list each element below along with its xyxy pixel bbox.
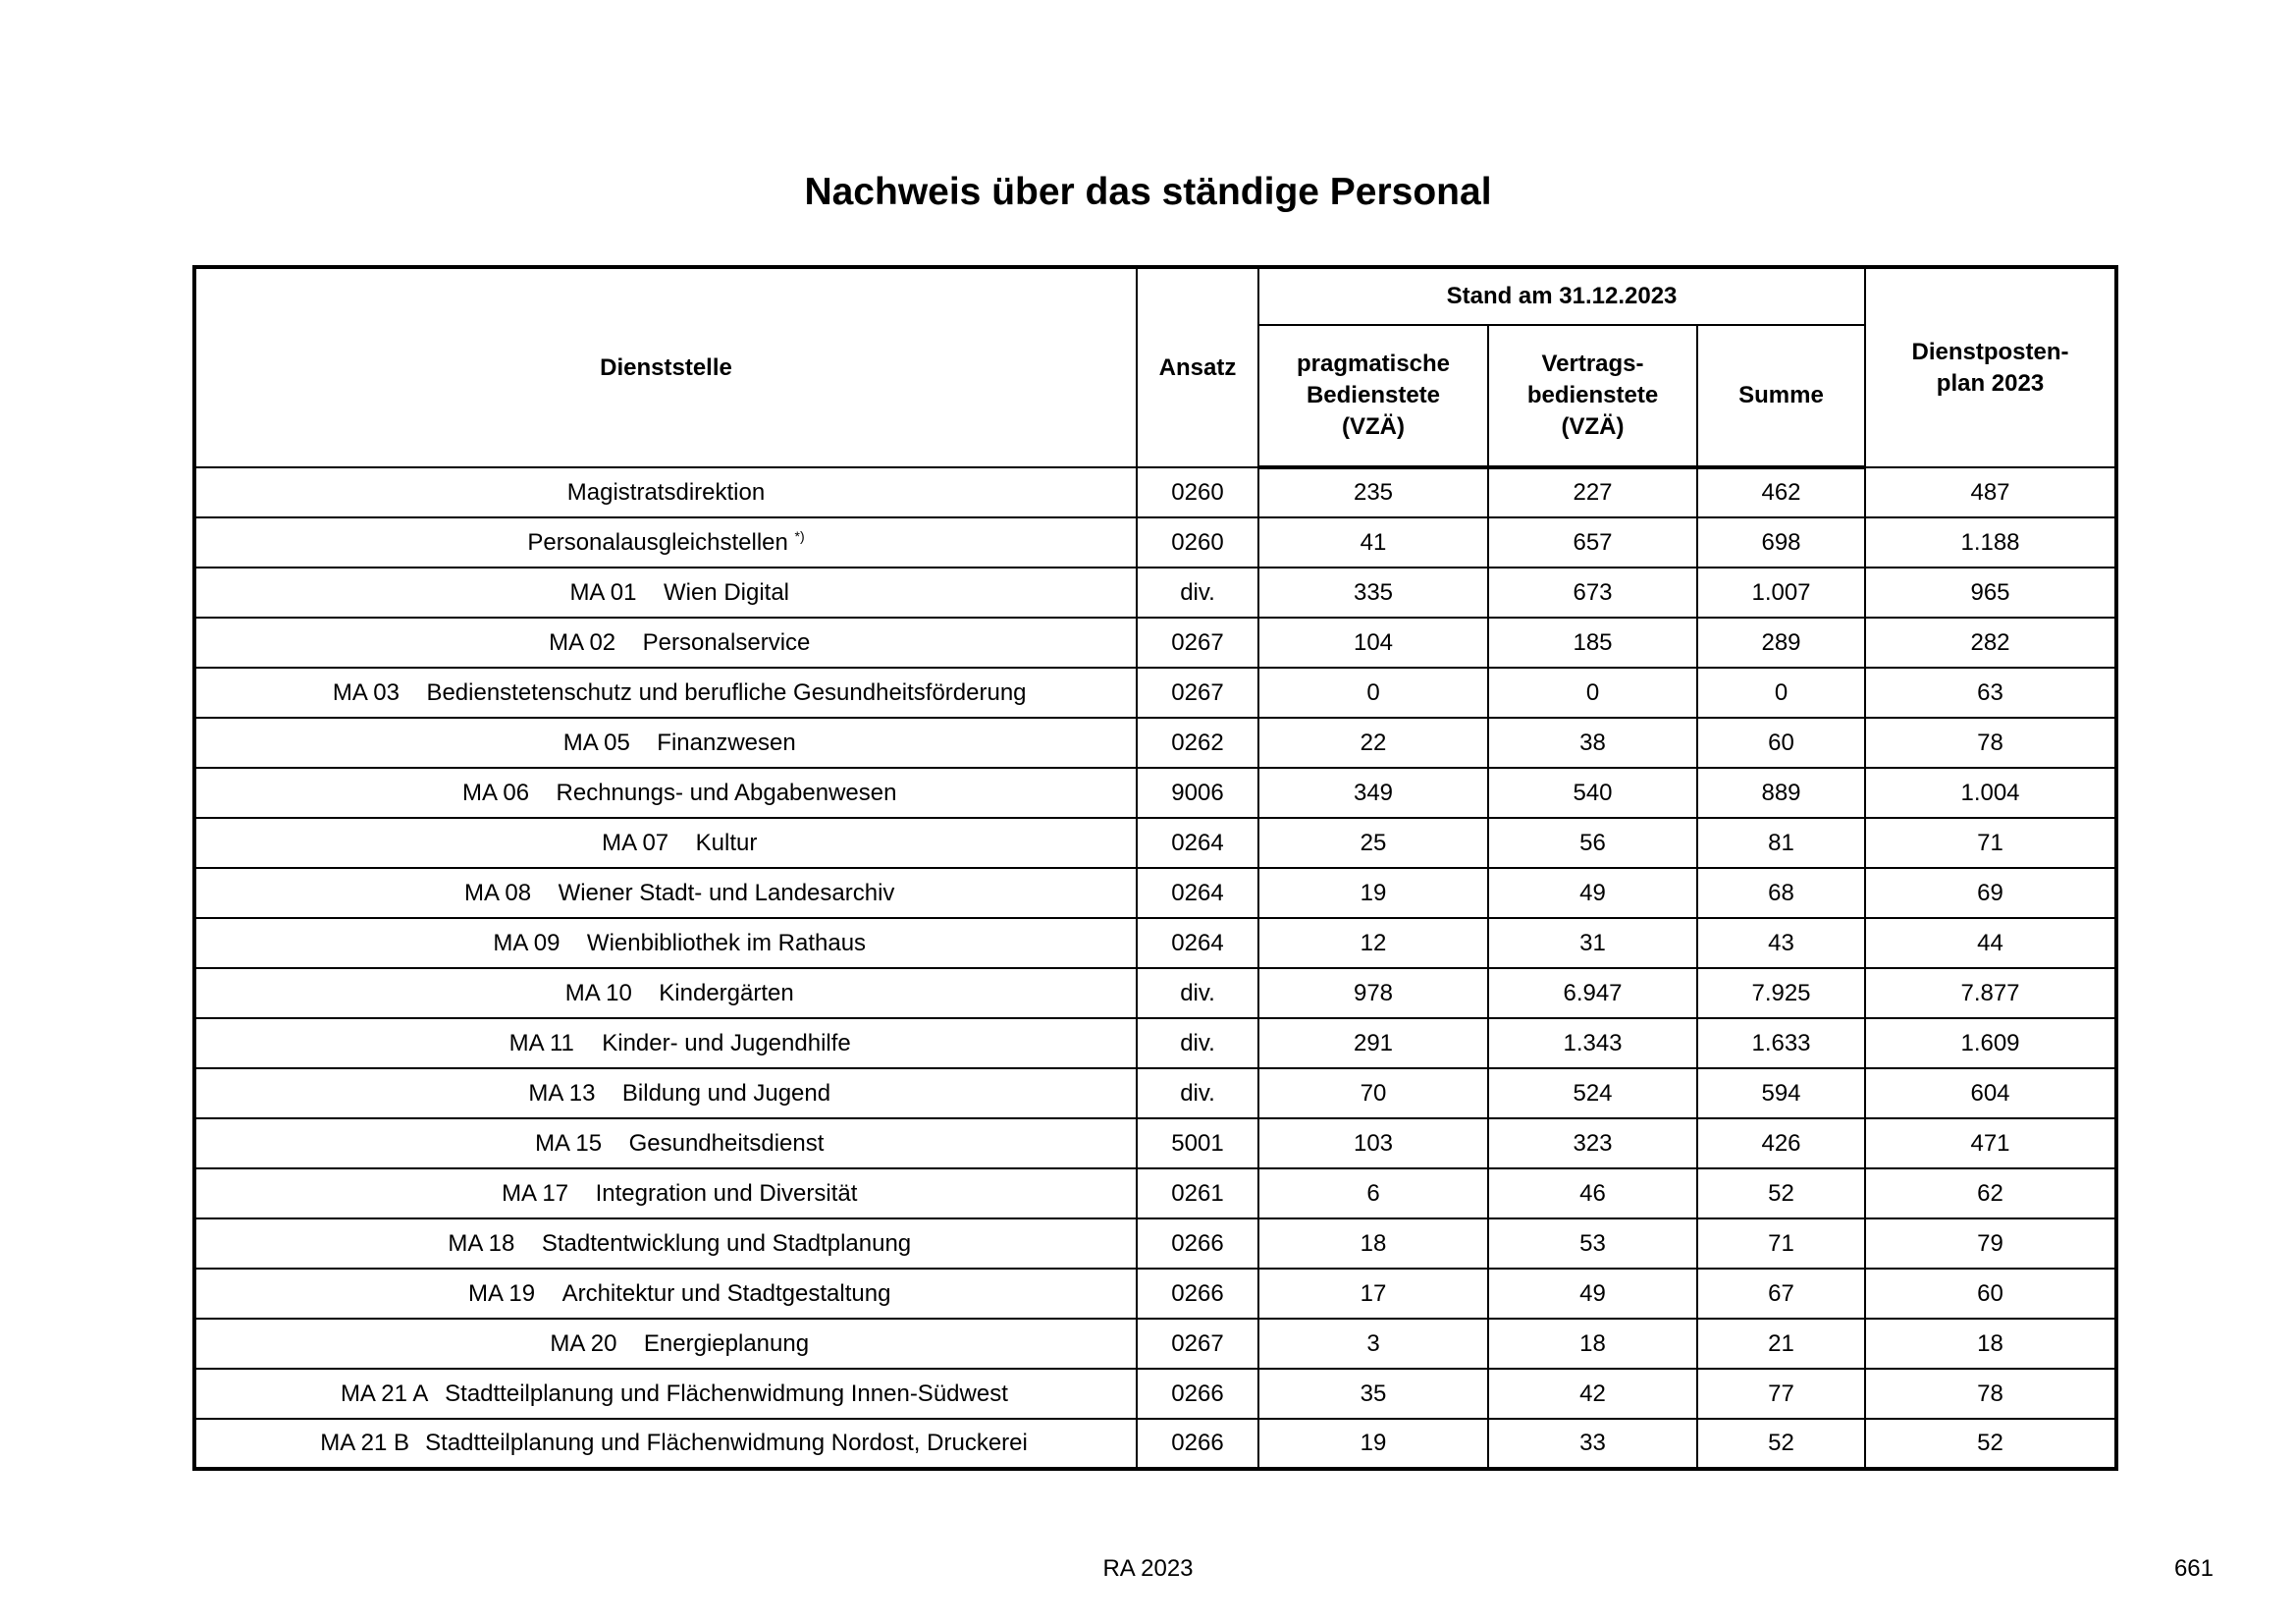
cell-pragmatische: 235 [1258, 467, 1488, 517]
cell-vertragsbedienstete: 524 [1488, 1068, 1697, 1118]
cell-dienstpostenplan: 52 [1865, 1419, 2116, 1469]
ma-code: MA 19 [468, 1279, 536, 1307]
dienststelle-name: Architektur und Stadtgestaltung [561, 1279, 891, 1307]
cell-dienstpostenplan: 487 [1865, 467, 2116, 517]
cell-pragmatische: 0 [1258, 668, 1488, 718]
table-row [194, 1218, 2116, 1269]
cell-summe: 594 [1697, 1068, 1865, 1118]
cell-dienstpostenplan: 79 [1865, 1218, 2116, 1269]
cell-pragmatische: 25 [1258, 818, 1488, 868]
dienststelle-name: Integration und Diversität [595, 1179, 858, 1207]
cell-dienststelle [194, 1369, 1137, 1419]
cell-ansatz: 0266 [1137, 1369, 1258, 1419]
ma-code: MA 21 B [320, 1430, 410, 1456]
dienststelle-name: Magistratsdirektion [566, 478, 766, 506]
cell-pragmatische: 6 [1258, 1168, 1488, 1218]
cell-summe: 289 [1697, 618, 1865, 668]
cell-ansatz: 0267 [1137, 1319, 1258, 1369]
cell-dienststelle [194, 668, 1137, 718]
cell-pragmatische: 18 [1258, 1218, 1488, 1269]
cell-pragmatische: 104 [1258, 618, 1488, 668]
header-vertragsbedienstete: Vertrags- bedienstete (VZÄ) [1488, 325, 1697, 467]
dienststelle-name: Kindergärten [659, 979, 794, 1006]
table-row [194, 1269, 2116, 1319]
dienststelle-name: Stadtteilplanung und Flächenwidmung Innen-Südwest [445, 1380, 1008, 1407]
header-pragmatische: pragmatische Bedienstete (VZÄ) [1258, 325, 1488, 467]
cell-dienstpostenplan: 965 [1865, 568, 2116, 618]
table-row [194, 517, 2116, 568]
dienststelle-name: Gesundheitsdienst [628, 1129, 825, 1157]
cell-summe: 67 [1697, 1269, 1865, 1319]
ma-code: MA 10 [564, 979, 632, 1006]
cell-ansatz: div. [1137, 968, 1258, 1018]
cell-pragmatische: 349 [1258, 768, 1488, 818]
cell-pragmatische: 19 [1258, 1419, 1488, 1469]
cell-summe: 77 [1697, 1369, 1865, 1419]
cell-dienstpostenplan: 78 [1865, 718, 2116, 768]
cell-dienstpostenplan: 69 [1865, 868, 2116, 918]
cell-dienststelle [194, 818, 1137, 868]
dienststelle-name: Bedienstetenschutz und berufliche Gesundheitsförderung [426, 678, 1027, 706]
cell-ansatz: 0264 [1137, 868, 1258, 918]
cell-vertragsbedienstete: 49 [1488, 1269, 1697, 1319]
cell-summe: 0 [1697, 668, 1865, 718]
cell-dienststelle [194, 918, 1137, 968]
ma-code: MA 11 [508, 1029, 574, 1056]
cell-ansatz: 5001 [1137, 1118, 1258, 1168]
table-row [194, 718, 2116, 768]
page-number: 661 [2173, 1555, 2214, 1582]
header-ansatz: Ansatz [1137, 267, 1258, 467]
ma-code: MA 18 [448, 1229, 515, 1257]
cell-vertragsbedienstete: 33 [1488, 1419, 1697, 1469]
table-row [194, 467, 2116, 517]
cell-vertragsbedienstete: 31 [1488, 918, 1697, 968]
cell-vertragsbedienstete: 6.947 [1488, 968, 1697, 1018]
dienststelle-name: Rechnungs- und Abgabenwesen [556, 779, 897, 806]
cell-ansatz: 0260 [1137, 467, 1258, 517]
cell-pragmatische: 41 [1258, 517, 1488, 568]
cell-summe: 52 [1697, 1419, 1865, 1469]
table-row [194, 968, 2116, 1018]
footnote-marker: *) [794, 527, 805, 544]
cell-summe: 1.007 [1697, 568, 1865, 618]
cell-dienstpostenplan: 78 [1865, 1369, 2116, 1419]
cell-vertragsbedienstete: 53 [1488, 1218, 1697, 1269]
cell-summe: 71 [1697, 1218, 1865, 1269]
ma-code: MA 13 [528, 1079, 596, 1107]
cell-summe: 698 [1697, 517, 1865, 568]
cell-vertragsbedienstete: 46 [1488, 1168, 1697, 1218]
cell-dienststelle [194, 968, 1137, 1018]
ma-code: MA 15 [535, 1129, 603, 1157]
table-row [194, 1118, 2116, 1168]
cell-vertragsbedienstete: 185 [1488, 618, 1697, 668]
cell-summe: 7.925 [1697, 968, 1865, 1018]
cell-summe: 426 [1697, 1118, 1865, 1168]
cell-dienststelle [194, 1068, 1137, 1118]
cell-ansatz: 0266 [1137, 1419, 1258, 1469]
dienststelle-name: Kultur [695, 829, 758, 856]
cell-dienstpostenplan: 1.609 [1865, 1018, 2116, 1068]
header-dienststelle: Dienststelle [194, 267, 1137, 467]
ma-code: MA 21 A [340, 1380, 429, 1407]
dienststelle-name: Wien Digital [663, 578, 790, 606]
table-row [194, 868, 2116, 918]
cell-dienststelle [194, 1319, 1137, 1369]
table-body [194, 467, 2116, 1469]
dienststelle-name: Wienbibliothek im Rathaus [586, 929, 867, 956]
cell-dienstpostenplan: 7.877 [1865, 968, 2116, 1018]
cell-ansatz: 0264 [1137, 918, 1258, 968]
cell-dienstpostenplan: 282 [1865, 618, 2116, 668]
ma-code: MA 07 [602, 829, 669, 856]
ma-code: MA 05 [562, 729, 630, 756]
cell-vertragsbedienstete: 42 [1488, 1369, 1697, 1419]
dienststelle-name: Personalausgleichstellen [527, 528, 788, 556]
cell-dienststelle [194, 1218, 1137, 1269]
table-row [194, 1168, 2116, 1218]
cell-vertragsbedienstete: 1.343 [1488, 1018, 1697, 1068]
cell-pragmatische: 335 [1258, 568, 1488, 618]
table-row [194, 818, 2116, 868]
cell-dienststelle [194, 868, 1137, 918]
cell-summe: 81 [1697, 818, 1865, 868]
cell-dienststelle [194, 1118, 1137, 1168]
ma-code: MA 20 [550, 1329, 617, 1357]
table-row [194, 918, 2116, 968]
cell-summe: 889 [1697, 768, 1865, 818]
cell-dienstpostenplan: 71 [1865, 818, 2116, 868]
table-row [194, 1319, 2116, 1369]
cell-summe: 462 [1697, 467, 1865, 517]
dienststelle-name: Finanzwesen [657, 729, 796, 756]
dienststelle-name: Personalservice [642, 628, 811, 656]
cell-dienstpostenplan: 62 [1865, 1168, 2116, 1218]
dienststelle-name: Bildung und Jugend [621, 1079, 831, 1107]
cell-ansatz: 0262 [1137, 718, 1258, 768]
table-row [194, 1018, 2116, 1068]
cell-ansatz: div. [1137, 568, 1258, 618]
cell-vertragsbedienstete: 56 [1488, 818, 1697, 868]
table-row [194, 618, 2116, 668]
cell-dienststelle [194, 517, 1137, 568]
cell-pragmatische: 978 [1258, 968, 1488, 1018]
cell-summe: 52 [1697, 1168, 1865, 1218]
cell-dienstpostenplan: 604 [1865, 1068, 2116, 1118]
cell-vertragsbedienstete: 323 [1488, 1118, 1697, 1168]
footer-report-label: RA 2023 [1102, 1555, 1194, 1582]
dienststelle-name: Energieplanung [643, 1329, 810, 1357]
table-row [194, 568, 2116, 618]
cell-ansatz: 0266 [1137, 1269, 1258, 1319]
ma-code: MA 17 [502, 1179, 569, 1207]
page-title: Nachweis über das ständige Personal [804, 171, 1492, 213]
dienststelle-name: Kinder- und Jugendhilfe [602, 1029, 851, 1056]
ma-code: MA 01 [569, 578, 637, 606]
cell-summe: 68 [1697, 868, 1865, 918]
cell-ansatz: div. [1137, 1018, 1258, 1068]
cell-vertragsbedienstete: 49 [1488, 868, 1697, 918]
ma-code: MA 03 [332, 678, 400, 706]
header-stand-group: Stand am 31.12.2023 [1258, 267, 1865, 325]
ma-code: MA 02 [549, 628, 616, 656]
cell-pragmatische: 19 [1258, 868, 1488, 918]
cell-ansatz: 0261 [1137, 1168, 1258, 1218]
cell-ansatz: 0267 [1137, 668, 1258, 718]
cell-dienststelle [194, 1018, 1137, 1068]
cell-ansatz: div. [1137, 1068, 1258, 1118]
cell-dienststelle [194, 768, 1137, 818]
cell-dienststelle [194, 568, 1137, 618]
cell-dienstpostenplan: 18 [1865, 1319, 2116, 1369]
table-row [194, 668, 2116, 718]
cell-summe: 1.633 [1697, 1018, 1865, 1068]
header-dienstpostenplan: Dienstposten- plan 2023 [1865, 267, 2116, 467]
cell-dienststelle [194, 1419, 1137, 1469]
cell-dienstpostenplan: 471 [1865, 1118, 2116, 1168]
cell-dienstpostenplan: 1.004 [1865, 768, 2116, 818]
cell-pragmatische: 291 [1258, 1018, 1488, 1068]
cell-ansatz: 9006 [1137, 768, 1258, 818]
dienststelle-name: Stadtteilplanung und Flächenwidmung Nordost, Druckerei [425, 1430, 1028, 1456]
cell-pragmatische: 17 [1258, 1269, 1488, 1319]
cell-vertragsbedienstete: 18 [1488, 1319, 1697, 1369]
cell-vertragsbedienstete: 227 [1488, 467, 1697, 517]
cell-dienstpostenplan: 44 [1865, 918, 2116, 968]
cell-pragmatische: 3 [1258, 1319, 1488, 1369]
dienststelle-name: Stadtentwicklung und Stadtplanung [541, 1229, 912, 1257]
cell-dienstpostenplan: 63 [1865, 668, 2116, 718]
cell-pragmatische: 70 [1258, 1068, 1488, 1118]
cell-vertragsbedienstete: 673 [1488, 568, 1697, 618]
cell-dienststelle [194, 718, 1137, 768]
ma-code: MA 09 [493, 929, 561, 956]
table-row [194, 1419, 2116, 1469]
cell-ansatz: 0267 [1137, 618, 1258, 668]
cell-vertragsbedienstete: 540 [1488, 768, 1697, 818]
cell-pragmatische: 103 [1258, 1118, 1488, 1168]
cell-ansatz: 0264 [1137, 818, 1258, 868]
dienststelle-name: Wiener Stadt- und Landesarchiv [558, 879, 895, 906]
cell-summe: 60 [1697, 718, 1865, 768]
header-summe: Summe [1697, 325, 1865, 467]
cell-summe: 43 [1697, 918, 1865, 968]
table-row [194, 1369, 2116, 1419]
cell-dienststelle [194, 1168, 1137, 1218]
cell-summe: 21 [1697, 1319, 1865, 1369]
cell-pragmatische: 22 [1258, 718, 1488, 768]
personnel-table [192, 265, 2118, 1471]
cell-ansatz: 0266 [1137, 1218, 1258, 1269]
cell-dienststelle [194, 467, 1137, 517]
cell-dienststelle [194, 618, 1137, 668]
cell-dienstpostenplan: 60 [1865, 1269, 2116, 1319]
ma-code: MA 08 [464, 879, 532, 906]
cell-ansatz: 0260 [1137, 517, 1258, 568]
cell-pragmatische: 12 [1258, 918, 1488, 968]
cell-vertragsbedienstete: 0 [1488, 668, 1697, 718]
table-row [194, 768, 2116, 818]
cell-vertragsbedienstete: 657 [1488, 517, 1697, 568]
ma-code: MA 06 [462, 779, 530, 806]
cell-dienststelle [194, 1269, 1137, 1319]
cell-vertragsbedienstete: 38 [1488, 718, 1697, 768]
cell-dienstpostenplan: 1.188 [1865, 517, 2116, 568]
table-row [194, 1068, 2116, 1118]
cell-pragmatische: 35 [1258, 1369, 1488, 1419]
